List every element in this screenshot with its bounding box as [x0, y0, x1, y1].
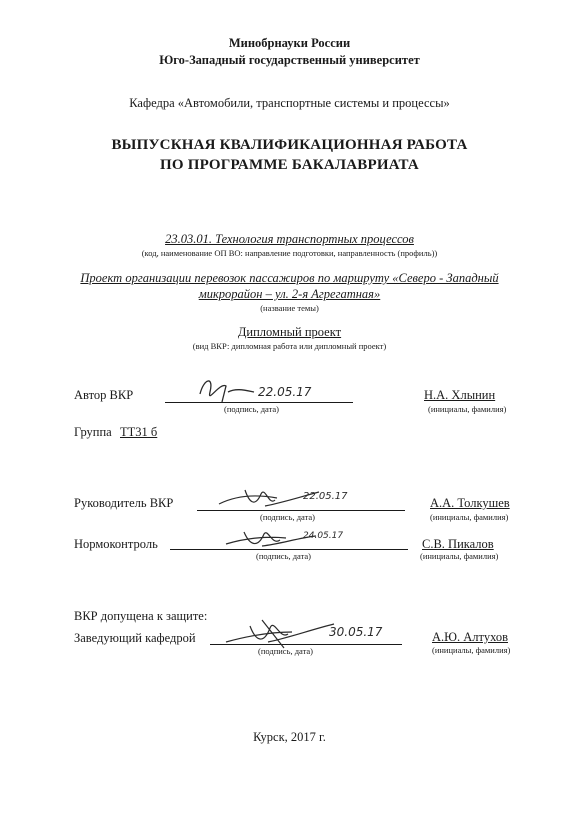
author-sign-caption: (подпись, дата) [224, 404, 280, 414]
topic-caption: (название темы) [260, 303, 319, 313]
admission-text: ВКР допущена к защите: [74, 609, 208, 623]
university-name: Юго-Западный государственный университет [159, 53, 420, 67]
work-type-value: Дипломный проект [237, 325, 342, 339]
normcontrol-label: Нормоконтроль [74, 537, 158, 551]
head-name: А.Ю. Алтухов [432, 630, 508, 644]
title-line-1: ВЫПУСКНАЯ КВАЛИФИКАЦИОННАЯ РАБОТА [111, 137, 468, 153]
supervisor-name-caption: (инициалы, фамилия) [430, 512, 509, 522]
program-value: 23.03.01. Технология транспортных процессов [165, 232, 414, 246]
supervisor-sign-caption: (подпись, дата) [260, 512, 316, 522]
head-sign-date: 30.05.17 [329, 625, 383, 639]
work-type-caption: (вид ВКР: дипломная работа или дипломный проект) [192, 341, 387, 351]
normcontrol-name: С.В. Пикалов [422, 537, 494, 551]
ministry-name: Минобрнауки России [228, 36, 351, 50]
author-name: Н.А. Хлынин [424, 388, 496, 402]
department-name: Кафедра «Автомобили, транспортные системы и процессы» [129, 96, 450, 110]
supervisor-label: Руководитель ВКР [74, 496, 174, 510]
head-name-caption: (инициалы, фамилия) [432, 645, 511, 655]
author-name-caption: (инициалы, фамилия) [428, 404, 507, 414]
topic-line-1: Проект организации перевозок пассажиров по маршруту «Северо - Западный [80, 271, 499, 285]
program-caption: (код, наименование ОП ВО: направление подготовки, направленность (профиль)) [141, 248, 438, 258]
supervisor-sign-date: 22.05.17 [303, 491, 348, 502]
author-sign-date: 22.05.17 [258, 385, 312, 399]
group-label: Группа [74, 425, 112, 439]
normcontrol-name-caption: (инициалы, фамилия) [420, 551, 499, 561]
city-year: Курск, 2017 г. [253, 730, 326, 744]
title-line-2: ПО ПРОГРАММЕ БАКАЛАВРИАТА [160, 157, 419, 173]
head-label: Заведующий кафедрой [74, 631, 196, 645]
group-value: ТТ31 б [120, 425, 158, 439]
normcontrol-sign-caption: (подпись, дата) [256, 551, 312, 561]
head-sign-caption: (подпись, дата) [258, 646, 314, 656]
author-label: Автор ВКР [74, 388, 134, 402]
supervisor-name: А.А. Толкушев [430, 496, 510, 510]
topic-line-2: микрорайон – ул. 2-я Агрегатная» [198, 287, 381, 301]
normcontrol-sign-date: 24.05.17 [303, 531, 344, 541]
